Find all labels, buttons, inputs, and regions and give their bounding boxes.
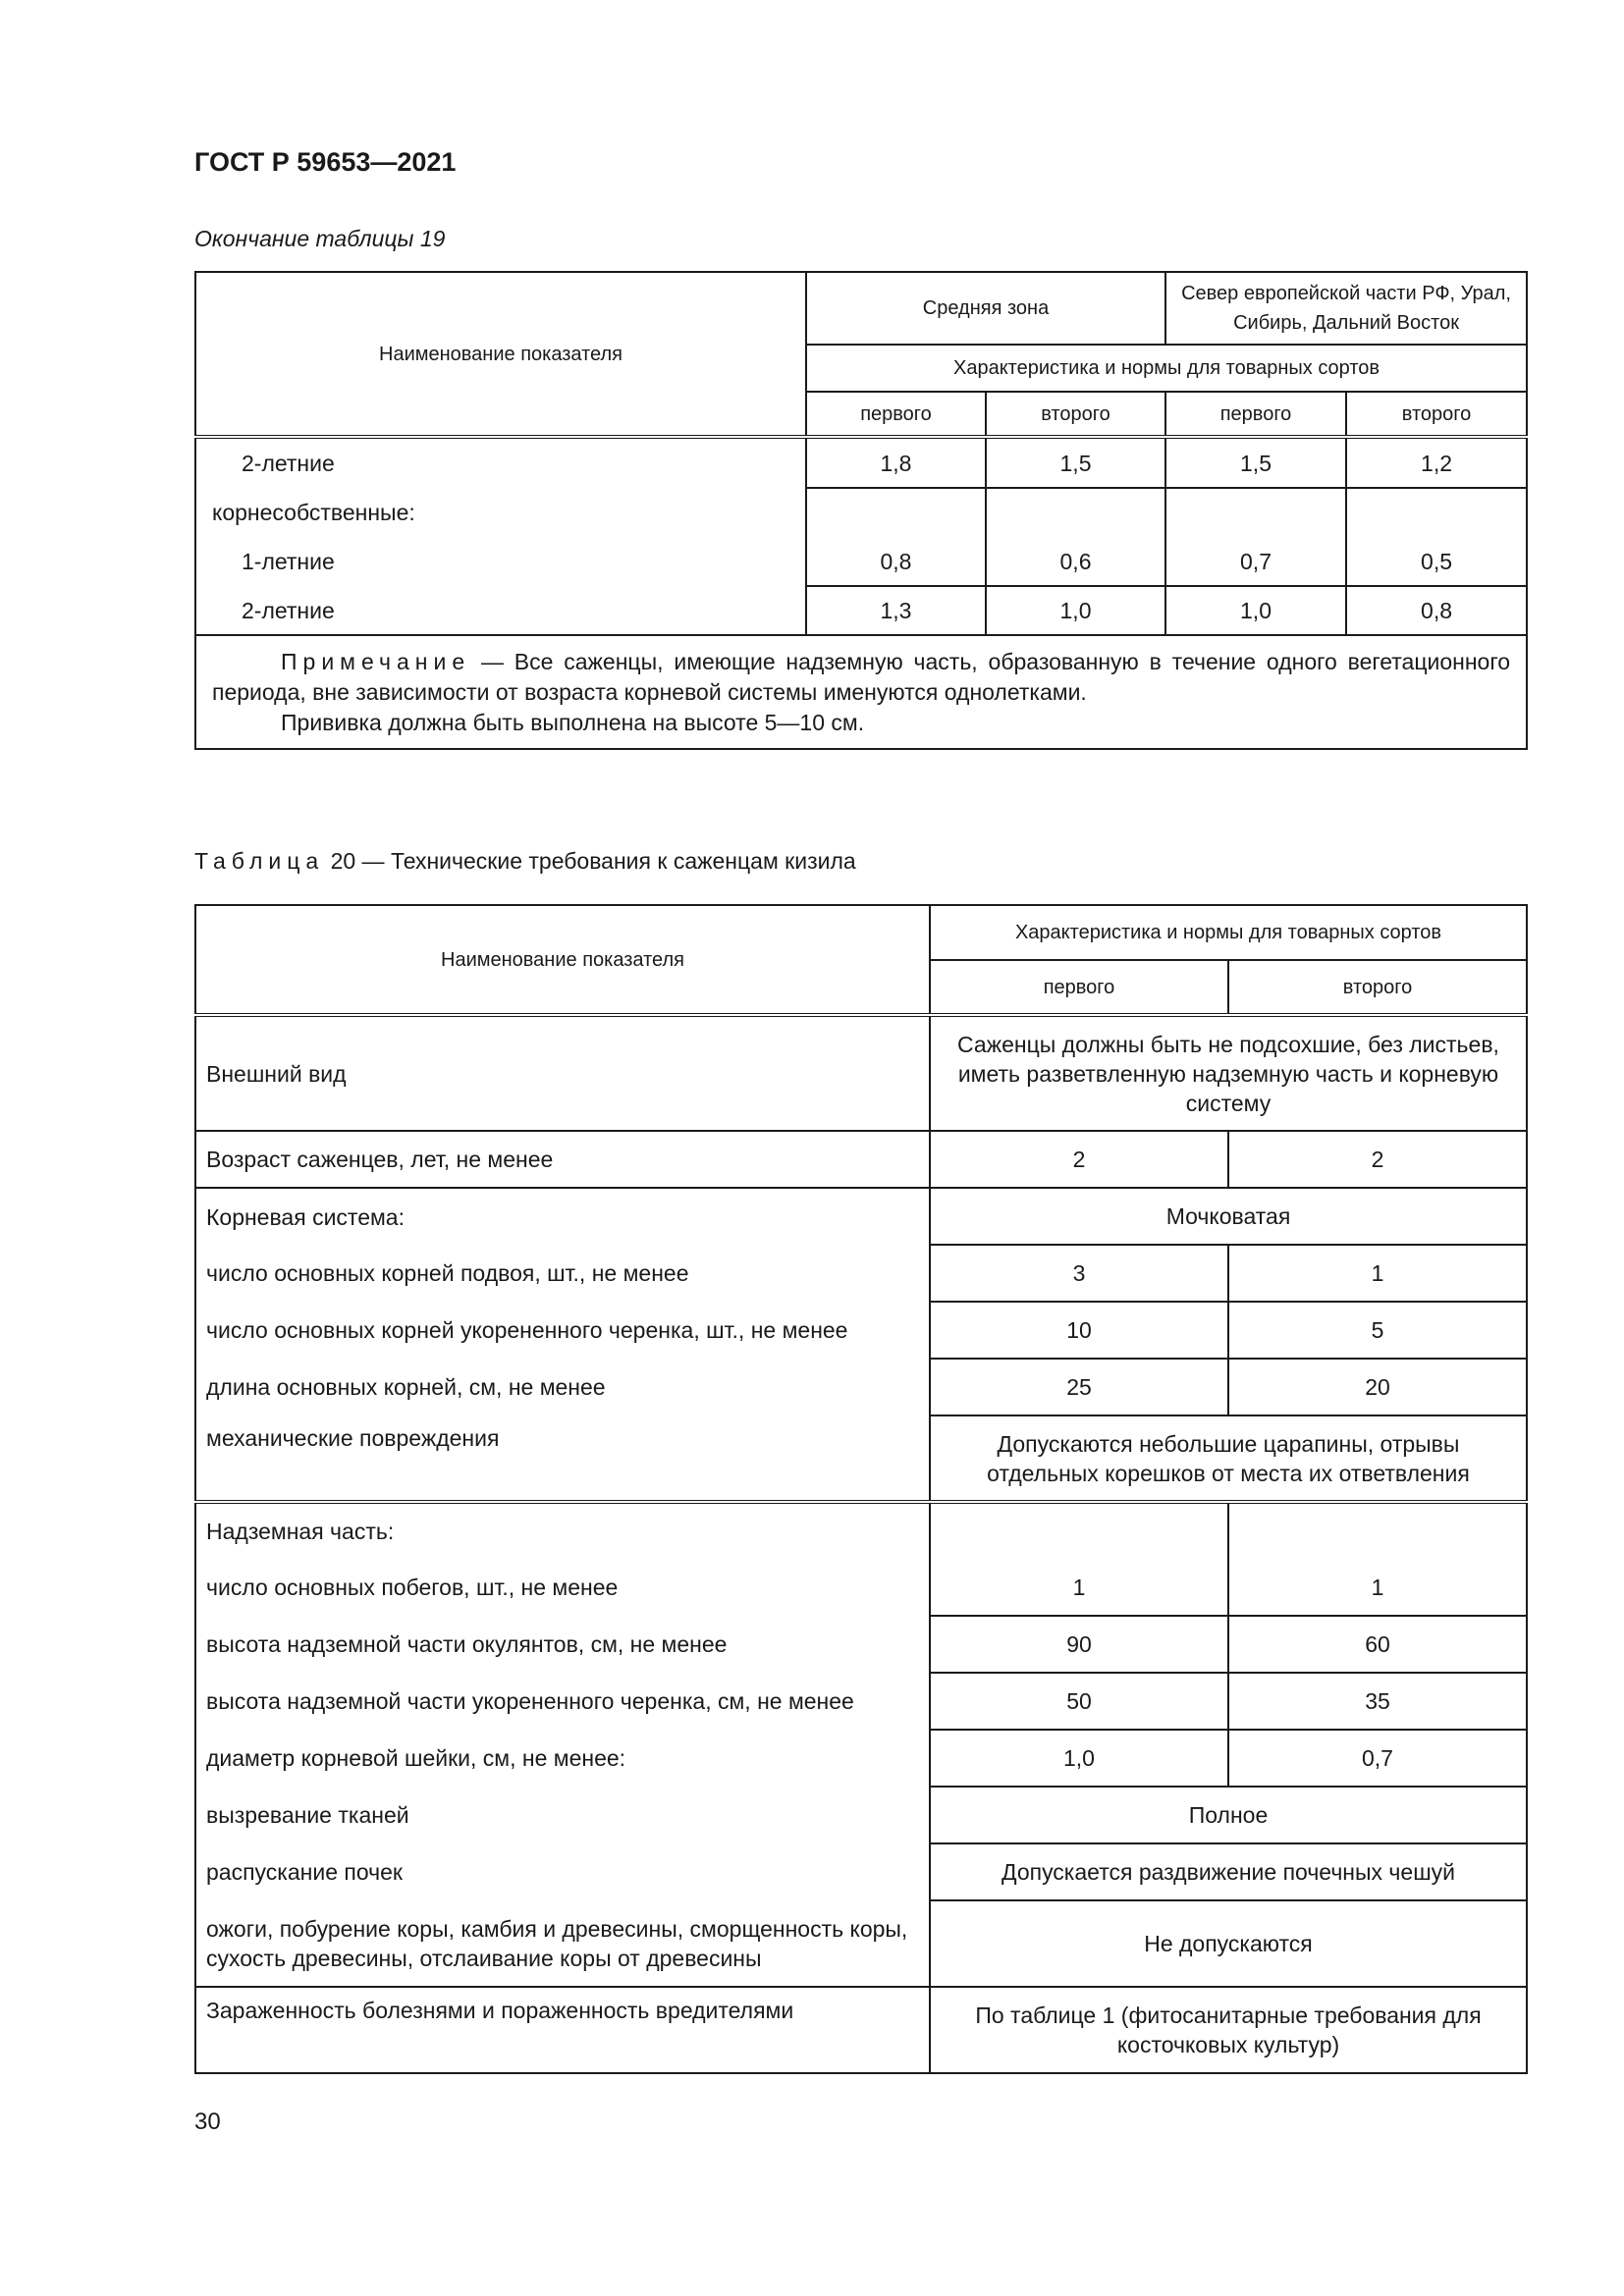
table-cell: Саженцы должны быть не подсохшие, без листьев, иметь разветвленную надземную часть и корневую систему — [930, 1015, 1527, 1131]
table-row-label: Возраст саженцев, лет, не менее — [195, 1131, 930, 1188]
table-row-label: высота надземной части окулянтов, см, не менее — [195, 1616, 930, 1673]
table-row-label: ожоги, побурение коры, камбия и древесины, сморщенность коры, сухость древесины, отслаивание коры от древесины — [195, 1900, 930, 1987]
table-cell: 1,5 — [1165, 437, 1346, 488]
table-cell — [806, 488, 986, 537]
table-cell: 1,8 — [806, 437, 986, 488]
table-cell — [986, 488, 1165, 537]
table-cell: 1 — [1228, 1245, 1527, 1302]
table-19 — [194, 271, 1528, 750]
table-row-label: число основных корней подвоя, шт., не менее — [195, 1245, 930, 1302]
table-cell: 1,0 — [1165, 586, 1346, 635]
table-row-label: длина основных корней, см, не менее — [195, 1359, 930, 1415]
table20-col-name: Наименование показателя — [195, 905, 930, 1015]
table-cell: 1,0 — [986, 586, 1165, 635]
table19-caption: Окончание таблицы 19 — [194, 226, 446, 251]
table-cell — [1228, 1502, 1527, 1559]
table-cell: 1 — [1228, 1559, 1527, 1616]
table-cell: 1,2 — [1346, 437, 1527, 488]
table-row-label: Зараженность болезнями и пораженность вредителями — [195, 1987, 930, 2073]
table19-grade2-b: второго — [1346, 392, 1527, 437]
table-cell: 5 — [1228, 1302, 1527, 1359]
table19-grade2-a: второго — [986, 392, 1165, 437]
table19-grade1-b: первого — [1165, 392, 1346, 437]
table19-zone-north: Север европейской части РФ, Урал, Сибирь, Дальний Восток — [1165, 272, 1527, 345]
table-cell: 1,0 — [930, 1730, 1228, 1787]
table-cell: 20 — [1228, 1359, 1527, 1415]
table-cell — [1346, 488, 1527, 537]
table-cell: 60 — [1228, 1616, 1527, 1673]
page-number: 30 — [194, 2109, 221, 2135]
table-cell: 0,7 — [1228, 1730, 1527, 1787]
table-cell: Полное — [930, 1787, 1527, 1843]
table20-caption — [194, 848, 856, 875]
table20-norms-header: Характеристика и нормы для товарных сортов — [930, 905, 1527, 960]
table-row-label: Надземная часть: — [195, 1502, 930, 1559]
table-row-label: число основных корней укорененного черенка, шт., не менее — [195, 1302, 930, 1359]
table-cell: 50 — [930, 1673, 1228, 1730]
table-row-label: механические повреждения — [195, 1415, 930, 1502]
table-cell: 2 — [1228, 1131, 1527, 1188]
document-code: ГОСТ Р 59653—2021 — [194, 147, 457, 177]
table19-norms-header: Характеристика и нормы для товарных сортов — [806, 345, 1527, 392]
table-cell: 1 — [930, 1559, 1228, 1616]
table-row-label: распускание почек — [195, 1843, 930, 1900]
table-row-label: число основных побегов, шт., не менее — [195, 1559, 930, 1616]
table20-caption-text: 20 — Технические требования к саженцам кизила — [324, 848, 856, 874]
table-row-label: вызревание тканей — [195, 1787, 930, 1843]
table19-col-name: Наименование показателя — [195, 272, 806, 437]
table-20 — [194, 904, 1528, 2074]
table-cell: 0,6 — [986, 537, 1165, 586]
table-cell: Допускаются небольшие царапины, отрывы отдельных корешков от места их ответвления — [930, 1415, 1527, 1502]
table-cell: 25 — [930, 1359, 1228, 1415]
table-row-label: 2-летние — [195, 437, 806, 488]
table-row-label: 1-летние — [195, 537, 806, 586]
table-cell: Не допускаются — [930, 1900, 1527, 1987]
table-cell: 1,5 — [986, 437, 1165, 488]
table-cell: 0,8 — [806, 537, 986, 586]
table-row-label: Корневая система: — [195, 1188, 930, 1245]
table-cell: 10 — [930, 1302, 1228, 1359]
table-row-label: Внешний вид — [195, 1015, 930, 1131]
table-cell — [1165, 488, 1346, 537]
table19-zone-middle: Средняя зона — [806, 272, 1165, 345]
table-cell: 2 — [930, 1131, 1228, 1188]
table-cell: Допускается раздвижение почечных чешуй — [930, 1843, 1527, 1900]
table-cell: 35 — [1228, 1673, 1527, 1730]
table-cell: Мочковатая — [930, 1188, 1527, 1245]
table-cell: 0,7 — [1165, 537, 1346, 586]
table20-caption-word: Таблица — [194, 848, 325, 874]
table20-grade2: второго — [1228, 960, 1527, 1015]
table19-note — [195, 635, 1527, 749]
table-cell: 0,8 — [1346, 586, 1527, 635]
table-cell: 1,3 — [806, 586, 986, 635]
table-cell: 3 — [930, 1245, 1228, 1302]
table19-grade1-a: первого — [806, 392, 986, 437]
table-cell: 90 — [930, 1616, 1228, 1673]
note-label: Примечание — [281, 648, 471, 674]
table-row-label: высота надземной части укорененного черенка, см, не менее — [195, 1673, 930, 1730]
table-row-label: 2-летние — [195, 586, 806, 635]
table-cell: 0,5 — [1346, 537, 1527, 586]
table-row-label: корнесобственные: — [195, 488, 806, 537]
table-cell — [930, 1502, 1228, 1559]
table-cell: По таблице 1 (фитосанитарные требования для косточковых культур) — [930, 1987, 1527, 2073]
note-text: — Все саженцы, имеющие надземную часть, образованную в течение одного вегетационного периода, вне зависимости от возраста корневой системы именуются однолетками. — [212, 648, 1511, 705]
table-row-label: диаметр корневой шейки, см, не менее: — [195, 1730, 930, 1787]
table20-grade1: первого — [930, 960, 1228, 1015]
note-text-2: Прививка должна быть выполнена на высоте 5—10 см. — [281, 709, 865, 735]
